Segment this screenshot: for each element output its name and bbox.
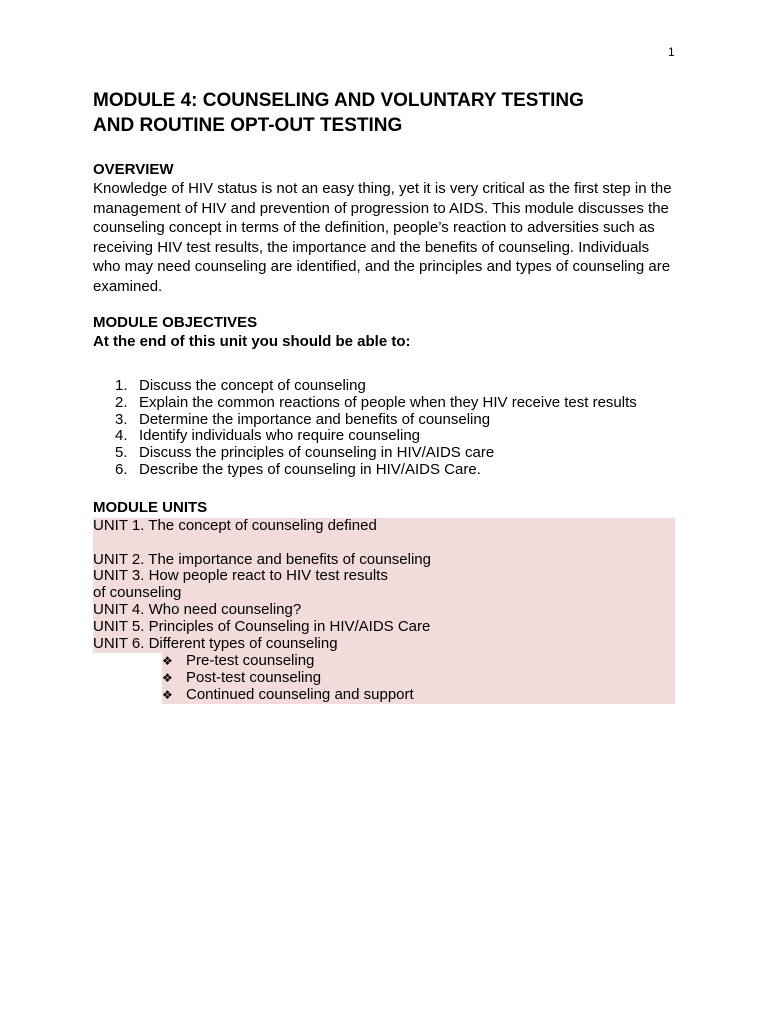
counseling-type-item bbox=[162, 670, 414, 687]
unit-line: of counseling bbox=[93, 584, 182, 602]
unit-line: UNIT 6. Different types of counseling bbox=[93, 634, 338, 652]
units-heading: MODULE UNITS bbox=[93, 499, 208, 516]
objective-item bbox=[93, 445, 637, 462]
overview-heading: OVERVIEW bbox=[93, 161, 174, 178]
objective-text: Discuss the concept of counseling bbox=[139, 377, 366, 394]
objective-item bbox=[93, 412, 637, 429]
module-title-line-2: AND ROUTINE OPT-OUT TESTING bbox=[93, 115, 403, 136]
unit-line: UNIT 4. Who need counseling? bbox=[93, 600, 302, 618]
objective-number: 4. bbox=[115, 427, 128, 445]
blank-line bbox=[93, 535, 431, 552]
module-title bbox=[93, 88, 693, 138]
objective-number: 2. bbox=[115, 393, 128, 411]
counseling-type-item bbox=[162, 687, 414, 704]
objectives-list bbox=[93, 378, 637, 479]
objective-number: 5. bbox=[115, 444, 128, 462]
counseling-type-text: Continued counseling and support bbox=[186, 685, 414, 703]
objective-item bbox=[93, 395, 637, 412]
objective-item bbox=[93, 378, 637, 395]
objective-item bbox=[93, 462, 637, 479]
objective-number: 6. bbox=[115, 460, 128, 478]
objective-item bbox=[93, 428, 637, 445]
unit-line: UNIT 1. The concept of counseling defined bbox=[93, 517, 377, 534]
overview-paragraph: Knowledge of HIV status is not an easy thing, yet it is very critical as the first step in the management of HIV and prevention of progression to AIDS. This module discusses the counseling concept in terms of the definition, people’s reaction to adversities such as receiving HIV test results, the importance and the benefits of counseling. Individuals who may need counseling are identified, and the principles and types of counseling are examined. bbox=[93, 180, 672, 295]
unit-line: UNIT 3. How people react to HIV test results bbox=[93, 567, 388, 585]
objective-text: Describe the types of counseling in HIV/AIDS Care. bbox=[139, 460, 481, 478]
unit-line: UNIT 5. Principles of Counseling in HIV/AIDS Care bbox=[93, 617, 431, 635]
units-list bbox=[93, 518, 431, 652]
objective-number: 3. bbox=[115, 410, 128, 428]
module-title-line-1: MODULE 4: COUNSELING AND VOLUNTARY TESTING bbox=[93, 90, 584, 111]
page-number: 1 bbox=[668, 45, 675, 59]
objective-text: Determine the importance and benefits of counseling bbox=[139, 410, 491, 428]
counseling-type-text: Post-test counseling bbox=[186, 668, 322, 686]
objective-number: 1. bbox=[115, 377, 128, 394]
diamond-bullet-icon: ❖ bbox=[162, 654, 173, 668]
unit-line: UNIT 2. The importance and benefits of counseling bbox=[93, 550, 431, 568]
diamond-bullet-icon: ❖ bbox=[162, 687, 173, 702]
diamond-bullet-icon: ❖ bbox=[162, 670, 173, 685]
counseling-types-list bbox=[162, 653, 414, 703]
counseling-type-text: Pre-test counseling bbox=[186, 652, 315, 669]
objective-text: Explain the common reactions of people when they HIV receive test results bbox=[139, 393, 637, 411]
objectives-subheading: At the end of this unit you should be able to: bbox=[93, 333, 411, 350]
objective-text: Discuss the principles of counseling in HIV/AIDS care bbox=[139, 444, 495, 462]
objectives-heading: MODULE OBJECTIVES bbox=[93, 314, 258, 331]
counseling-type-item bbox=[162, 653, 414, 670]
objective-text: Identify individuals who require counseling bbox=[139, 427, 421, 445]
